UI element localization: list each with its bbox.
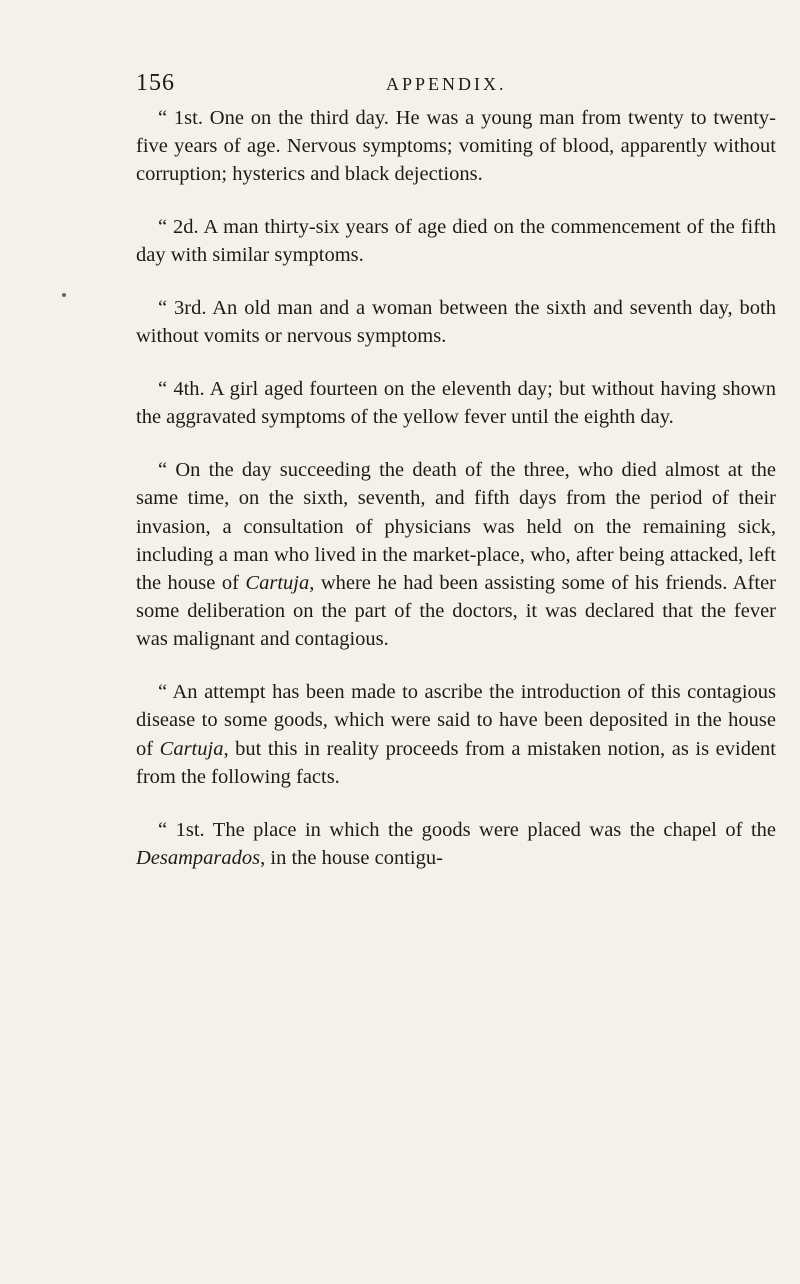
margin-ink-mark (62, 293, 66, 297)
paragraph-5-italic: Cartuja (245, 572, 310, 595)
paragraph-7 (136, 816, 776, 872)
body-text (136, 104, 776, 872)
paragraph-6-text-a: “ An attempt has been made to ascribe the introduction of this contagious disease to some goods, which were said to have been deposited in the house of (136, 681, 776, 760)
paragraph-6-text-b: , but this in reality proceeds from a mistaken notion, as is evident from the following facts. (136, 737, 776, 788)
paragraph-4: “ 4th. A girl aged fourteen on the eleventh day; but without having shown the aggravated symptoms of the yellow fever until the eighth day. (136, 378, 776, 429)
paragraph-7-text-b: , in the house contigu- (260, 846, 443, 869)
running-head: APPENDIX. (386, 74, 507, 94)
paragraph-1: “ 1st. One on the third day. He was a young man from twenty to twenty-five years of age. Nervous symptoms; vomiting of blood, apparently without corruption; hysterics and black dejections. (136, 107, 776, 186)
paragraph-5 (136, 456, 776, 653)
paragraph-7-italic: Desamparados (136, 846, 261, 869)
paragraph-6-italic: Cartuja (159, 737, 224, 760)
paragraph-2: “ 2d. A man thirty-six years of age died on the commencement of the fifth day with similar symptoms. (136, 216, 776, 267)
page-number: 156 (136, 70, 175, 96)
paragraph-3: “ 3rd. An old man and a woman between the sixth and seventh day, both without vomits or nervous symptoms. (136, 297, 776, 348)
paragraph-5-text-b: , where he had been assisting some of his friends. After some deliberation on the part of the doctors, it was declared that the fever was malignant and contagious. (136, 572, 776, 651)
paragraph-5-text-a: “ On the day succeeding the death of the three, who died almost at the same time, on the sixth, seventh, and fifth days from the period of their invasion, a consultation of physicians was held on the remaining sick, including a man who lived in the market-place, who, after being attacked, left the house of (136, 459, 776, 595)
paragraph-7-text-a: “ 1st. The place in which the goods were placed was the chapel of the (158, 818, 776, 841)
paragraph-6 (136, 678, 776, 791)
